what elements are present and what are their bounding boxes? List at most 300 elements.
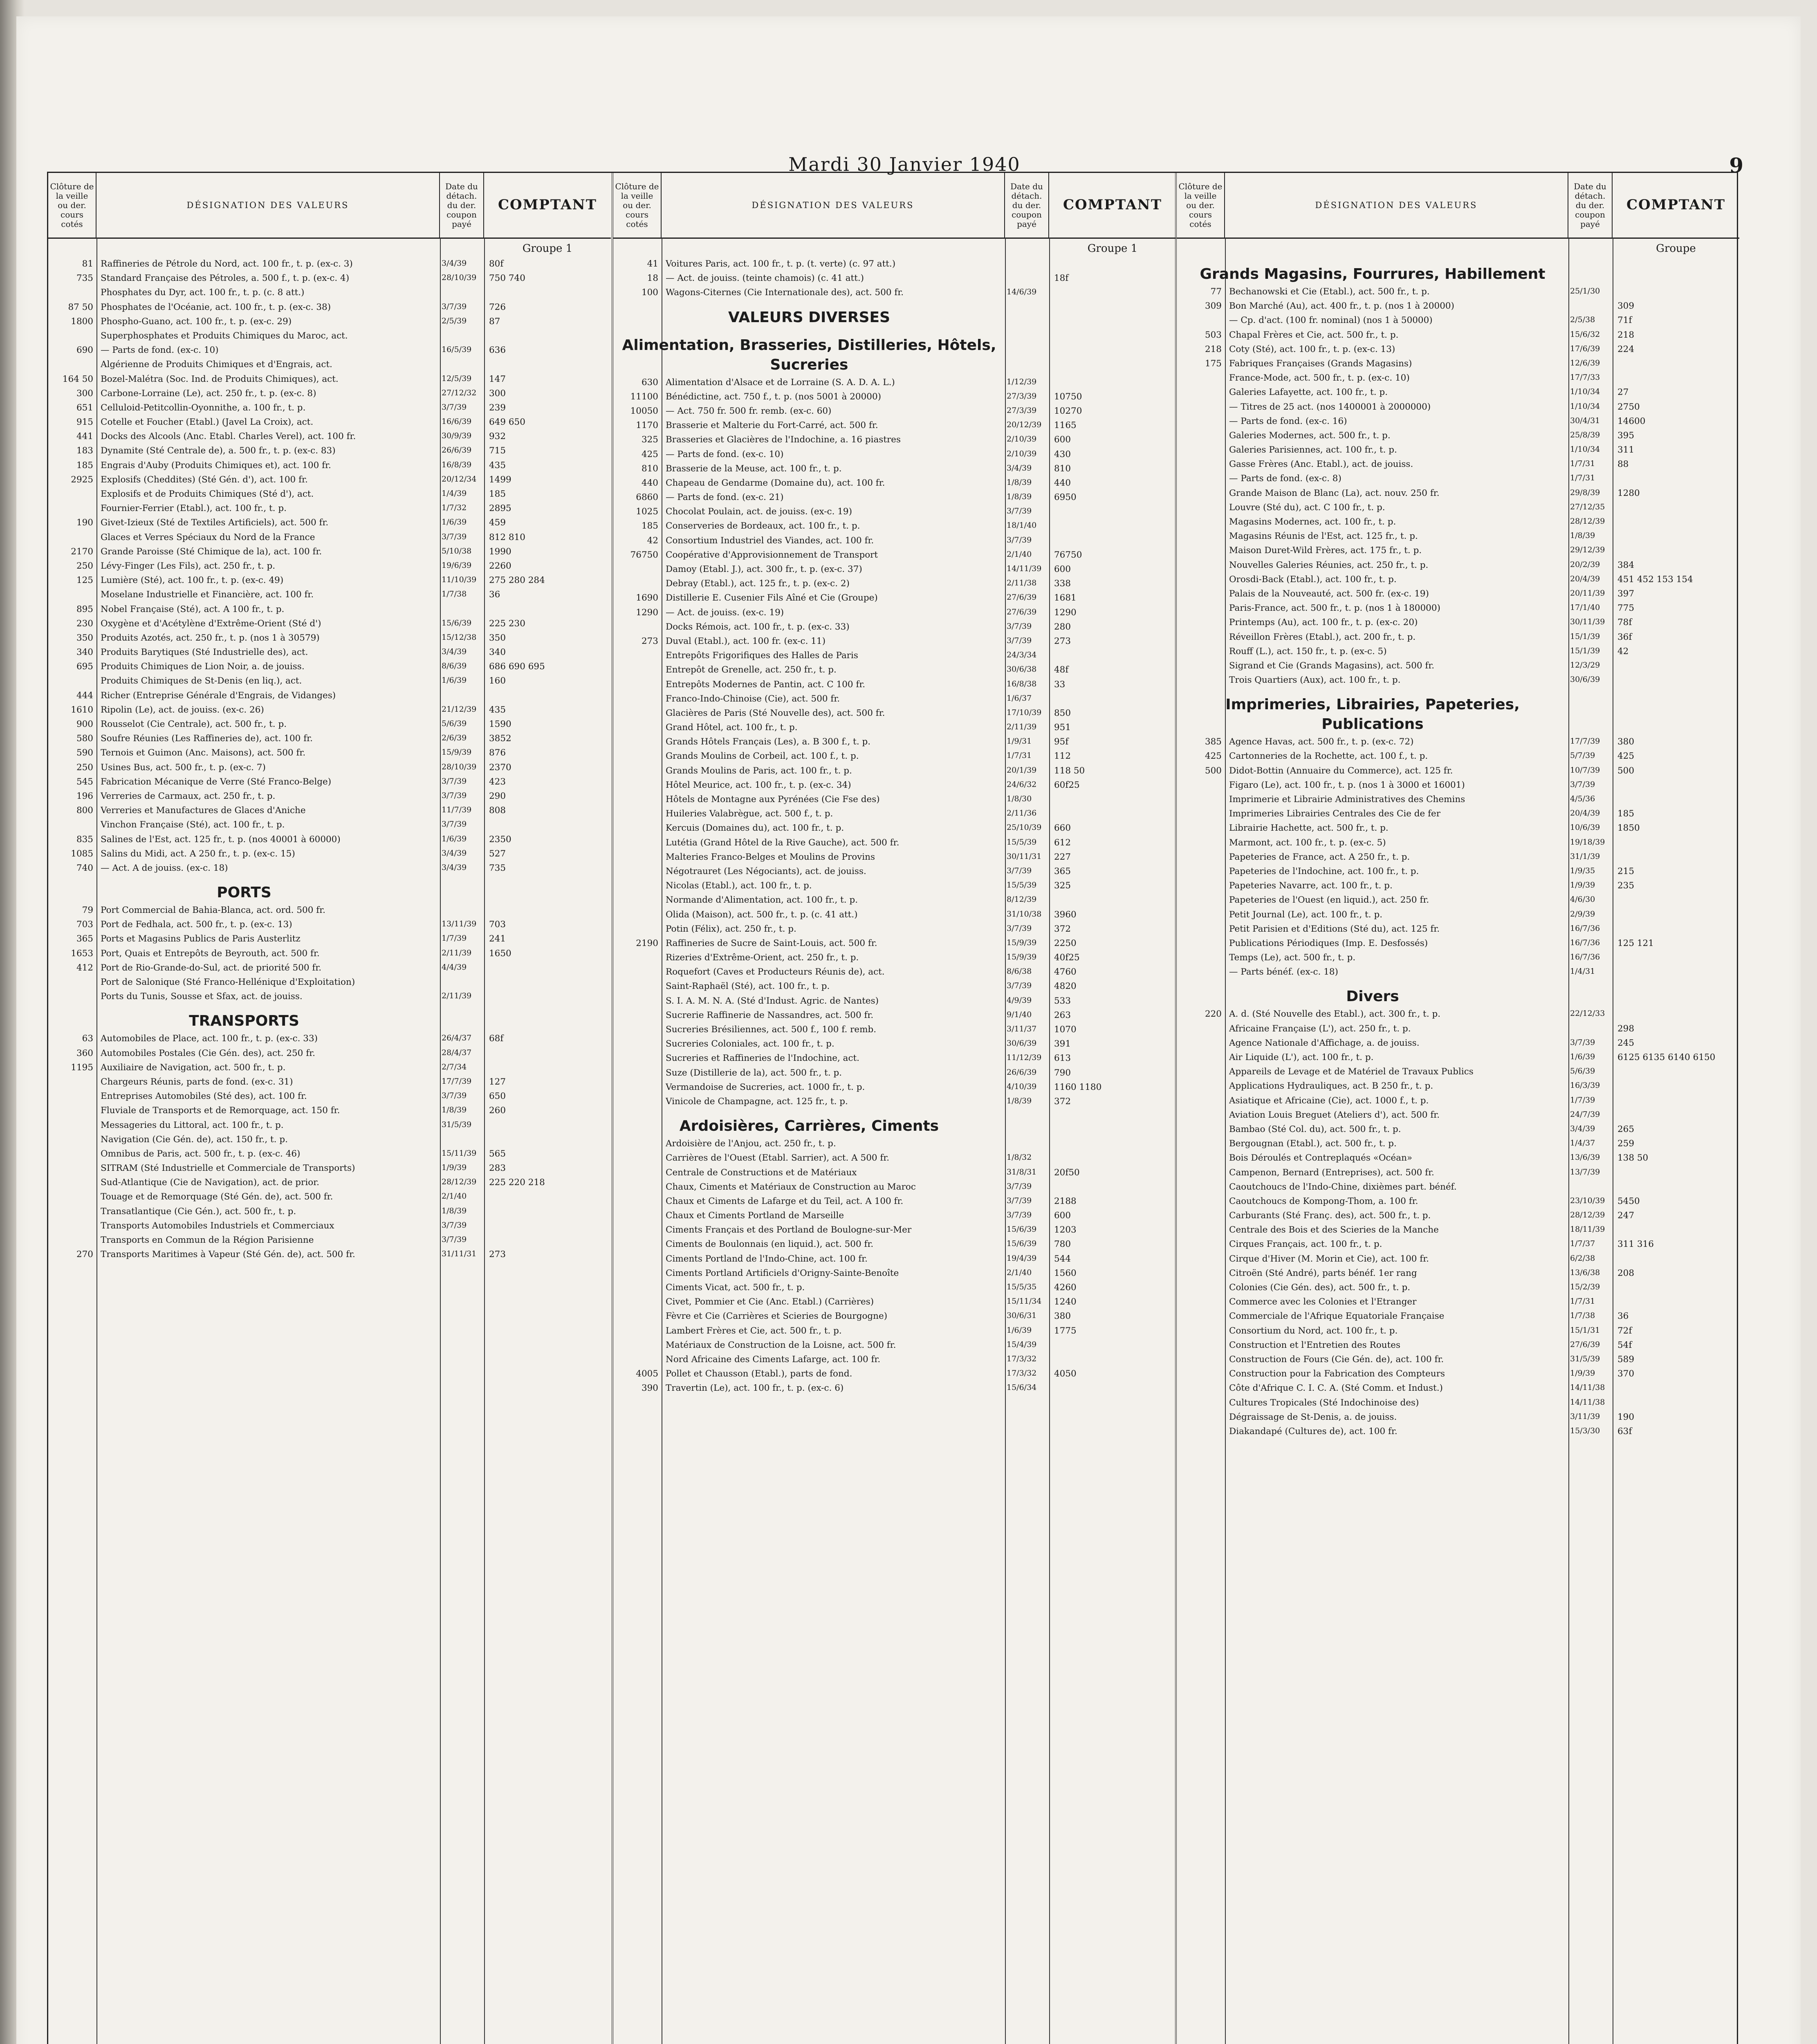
cash-price: 245: [1617, 1038, 1635, 1048]
table-row: [1177, 387, 1739, 401]
coupon-date: 1/4/37: [1570, 1139, 1595, 1148]
cash-price: 1165: [1054, 420, 1077, 431]
coupon-date: 16/7/36: [1570, 953, 1600, 962]
closing-price: 300: [76, 388, 93, 399]
cash-price: 225 230: [489, 618, 525, 629]
cash-price: 810: [1054, 463, 1071, 474]
coupon-date: 27/3/39: [1007, 406, 1037, 415]
closing-price: 1195: [71, 1062, 93, 1073]
security-name: Colonies (Cie Gén. des), act. 500 fr., t. p.: [1229, 1282, 1411, 1293]
closing-price: 164 50: [62, 374, 93, 384]
cash-price: 309: [1617, 301, 1635, 312]
security-name: Distillerie E. Cusenier Fils Aîné et Cie (Groupe): [666, 593, 878, 603]
security-name: Caoutchoucs de Kompong-Thom, a. 100 fr.: [1229, 1196, 1418, 1206]
coupon-date: 17/7/39: [442, 1076, 472, 1086]
table-row: [1177, 1210, 1739, 1225]
table-row: [48, 1149, 611, 1163]
table-row: [613, 259, 1176, 273]
table-row: [1177, 895, 1739, 909]
security-name: Automobiles de Place, act. 100 fr., t. p. (ex-c. 33): [101, 1033, 318, 1044]
security-name: Verreries de Carmaux, act. 250 fr., t. p.: [101, 791, 276, 801]
cash-price: 88: [1617, 459, 1629, 470]
coupon-date: 17/3/32: [1007, 1354, 1037, 1363]
quotation-table: [47, 172, 1738, 2044]
security-name: Imprimeries Librairies Centrales des Cie de fer: [1229, 809, 1441, 819]
security-name: Saint-Raphaël (Sté), act. 100 fr., t. p.: [666, 981, 830, 992]
coupon-date: 30/6/31: [1007, 1311, 1037, 1320]
table-row: [48, 733, 611, 748]
coupon-date: 28/4/37: [442, 1048, 472, 1057]
cash-price: 239: [489, 402, 506, 413]
coupon-date: 1/8/32: [1007, 1153, 1032, 1162]
table-row: [1177, 315, 1739, 329]
table-row: [1177, 1239, 1739, 1253]
table-row: [613, 1096, 1176, 1111]
table-row: [48, 1221, 611, 1235]
coupon-date: 30/6/39: [1570, 675, 1600, 684]
table-row: [613, 1239, 1176, 1253]
cash-price: 1990: [489, 546, 511, 557]
closing-price: 273: [641, 636, 658, 646]
coupon-date: 20/12/34: [442, 474, 477, 484]
coupon-date: 1/7/38: [442, 589, 467, 599]
coupon-date: 26/6/39: [442, 446, 472, 455]
security-name: Galeries Modernes, act. 500 fr., t. p.: [1229, 430, 1391, 441]
security-name: Conserveries de Bordeaux, act. 100 fr., t. p.: [666, 521, 860, 531]
security-name: Glacières de Paris (Sté Nouvelle des), act. 500 fr.: [666, 708, 885, 718]
security-name: Chapeau de Gendarme (Domaine du), act. 100 fr.: [666, 477, 885, 488]
cash-price: 54f: [1617, 1340, 1632, 1350]
coupon-date: 1/6/39: [1570, 1052, 1595, 1061]
cash-price: 112: [1054, 751, 1071, 762]
cash-price: 1681: [1054, 593, 1077, 603]
cash-price: 391: [1054, 1039, 1071, 1049]
section-heading-transports: TRANSPORTS: [189, 1013, 299, 1030]
cash-price: 397: [1617, 588, 1635, 599]
closing-price: 895: [76, 604, 93, 614]
closing-price: 385: [1205, 737, 1222, 747]
coupon-date: 15/5/39: [1007, 881, 1037, 890]
table-row: [613, 435, 1176, 449]
closing-price: 1690: [636, 593, 658, 603]
coupon-date: 1/9/31: [1007, 737, 1032, 746]
coupon-date: 17/1/40: [1570, 603, 1600, 612]
security-name: Fournier-Ferrier (Etabl.), act. 100 fr., t. p.: [101, 503, 287, 514]
coupon-date: 17/7/39: [1570, 737, 1600, 746]
closing-price: 218: [1205, 344, 1222, 354]
cash-price: 325: [1054, 881, 1071, 891]
closing-price: 1085: [71, 848, 93, 859]
coupon-date: 20/1/39: [1007, 765, 1037, 775]
table-row: [1177, 531, 1739, 545]
cash-price: 63f: [1617, 1426, 1632, 1437]
cash-price: 218: [1617, 329, 1635, 340]
cash-price: 1590: [489, 719, 511, 729]
coupon-date: 1/12/39: [1007, 377, 1037, 386]
table-row: [613, 1082, 1176, 1096]
coupon-date: 15/1/39: [1570, 632, 1600, 641]
coupon-date: 30/11/31: [1007, 852, 1042, 861]
coupon-date: 4/10/39: [1007, 1082, 1037, 1091]
closing-price: 325: [641, 435, 658, 445]
security-name: Port de Rio-Grande-do-Sul, act. de priorité 500 fr.: [101, 962, 322, 973]
cash-price: 612: [1054, 837, 1071, 848]
security-name: — Parts de fond. (ex-c. 21): [666, 492, 784, 503]
table-row: [613, 406, 1176, 420]
coupon-date: 3/4/39: [1570, 1124, 1595, 1133]
security-name: Vinicole de Champagne, act. 125 fr., t. p.: [666, 1096, 848, 1107]
cash-price: 4050: [1054, 1369, 1077, 1379]
coupon-date: 4/6/30: [1570, 895, 1595, 904]
coupon-date: 2/7/34: [442, 1062, 467, 1071]
security-name: Imprimerie et Librairie Administratives des Chemins: [1229, 794, 1465, 805]
coupon-date: 25/1/30: [1570, 287, 1600, 296]
coupon-date: 15/9/39: [442, 748, 472, 757]
closing-price: 42: [647, 535, 658, 546]
column-1: [48, 173, 611, 2044]
table-row: [48, 805, 611, 820]
security-name: Celluloid-Petitcollin-Oyonnithe, a. 100 fr., t. p.: [101, 402, 306, 413]
cash-price: 42: [1617, 646, 1629, 657]
table-row: [1177, 780, 1739, 794]
security-name: Citroën (Sté André), parts bénéf. 1er rang: [1229, 1268, 1417, 1278]
coupon-date: 29/8/39: [1570, 488, 1600, 497]
coupon-date: 31/1/39: [1570, 852, 1600, 861]
table-row: [613, 679, 1176, 694]
table-row: [1177, 373, 1739, 387]
coupon-date: 25/8/39: [1570, 430, 1600, 439]
table-row: [48, 604, 611, 619]
security-name: Docks des Alcools (Anc. Etabl. Charles Verel), act. 100 fr.: [101, 431, 356, 442]
table-row: [613, 1182, 1176, 1196]
closing-price: 350: [76, 632, 93, 643]
security-name: Agence Nationale d'Affichage, a. de jouiss.: [1229, 1038, 1420, 1048]
table-row: [613, 1268, 1176, 1282]
coupon-date: 14/6/39: [1007, 287, 1037, 297]
table-row: [48, 647, 611, 661]
table-row: [613, 665, 1176, 679]
table-row: [1177, 675, 1739, 689]
security-name: Grand Hôtel, act. 100 fr., t. p.: [666, 722, 798, 733]
security-name: Ripolin (Le), act. de jouiss. (ex-c. 26): [101, 704, 264, 715]
coupon-date: 3/7/39: [442, 1091, 467, 1100]
table-row: [48, 948, 611, 963]
security-name: Sucreries Coloniales, act. 100 fr., t. p.: [666, 1039, 834, 1049]
table-row: [48, 762, 611, 777]
cash-price: 10750: [1054, 391, 1082, 402]
cash-price: 1499: [489, 474, 511, 485]
security-name: Olida (Maison), act. 500 fr., t. p. (c. 41 att.): [666, 909, 858, 920]
cash-price: 185: [1617, 809, 1635, 819]
security-name: Raffineries de Sucre de Saint-Louis, act. 500 fr.: [666, 938, 877, 948]
table-row: [48, 1091, 611, 1105]
cash-price: 224: [1617, 344, 1635, 354]
table-row: [48, 791, 611, 805]
table-row: [48, 403, 611, 417]
table-row: [1177, 967, 1739, 981]
security-name: Damoy (Etabl. J.), act. 300 fr., t. p. (ex-c. 37): [666, 564, 862, 574]
cash-price: 2895: [489, 503, 511, 514]
coupon-date: 1/9/35: [1570, 866, 1595, 875]
coupon-date: 1/10/34: [1570, 387, 1600, 397]
security-name: Explosifs et de Produits Chimiques (Sté d'), act.: [101, 489, 314, 499]
security-name: — Titres de 25 act. (nos 1400001 à 2000000): [1229, 401, 1431, 412]
table-row: [48, 589, 611, 604]
header-designation: DÉSIGNATION DES VALEURS: [662, 173, 1005, 238]
coupon-date: 18/11/39: [1570, 1225, 1605, 1234]
closing-price: 695: [76, 661, 93, 672]
table-row: [48, 705, 611, 719]
cash-price: 300: [489, 388, 506, 399]
coupon-date: 5/10/38: [442, 546, 472, 556]
table-row: [613, 420, 1176, 435]
table-row: [613, 564, 1176, 578]
security-name: Port de Salonique (Sté Franco-Hellénique d'Exploitation): [101, 977, 355, 987]
table-row: [613, 636, 1176, 650]
security-name: Appareils de Levage et de Matériel de Travaux Publics: [1229, 1067, 1474, 1077]
table-row: [48, 331, 611, 345]
cash-price: 338: [1054, 578, 1071, 589]
table-row: [1177, 881, 1739, 895]
section-heading-ports: PORTS: [217, 884, 271, 901]
security-name: Salins du Midi, act. A 250 fr., t. p. (ex-c. 15): [101, 848, 295, 859]
security-name: Grands Moulins de Paris, act. 100 fr., t. p.: [666, 765, 852, 776]
coupon-date: 3/4/39: [442, 647, 467, 657]
table-row: [1177, 1311, 1739, 1325]
coupon-date: 19/6/39: [442, 560, 472, 570]
security-name: Alimentation d'Alsace et de Lorraine (S. A. D. A. L.): [666, 377, 895, 388]
cash-price: 36: [489, 589, 500, 600]
table-row: [613, 492, 1176, 507]
cash-price: 1850: [1617, 823, 1640, 834]
table-row: [48, 1206, 611, 1221]
security-name: Bénédictine, act. 750 f., t. p. (nos 5001 à 20000): [666, 391, 882, 402]
security-name: Phospho-Guano, act. 100 fr., t. p. (ex-c. 29): [101, 316, 292, 327]
table-row: [613, 1039, 1176, 1053]
coupon-date: 8/12/39: [1007, 895, 1037, 904]
security-name: Sucrerie Raffinerie de Nassandres, act. 500 fr.: [666, 1010, 874, 1020]
security-name: Kercuis (Domaines du), act. 100 fr., t. p.: [666, 823, 844, 834]
security-name: Ternois et Guimon (Anc. Maisons), act. 500 fr.: [101, 748, 306, 758]
coupon-date: 3/11/39: [1570, 1412, 1600, 1421]
security-name: Fabriques Françaises (Grands Magasins): [1229, 358, 1412, 369]
security-name: Entreprises Automobiles (Sté des), act. 100 fr.: [101, 1091, 307, 1102]
closing-price: 740: [76, 863, 93, 873]
coupon-date: 14/11/38: [1570, 1383, 1605, 1392]
table-row: [48, 1077, 611, 1091]
security-name: Lutétia (Grand Hôtel de la Rive Gauche), act. 500 fr.: [666, 837, 900, 848]
cash-price: 350: [489, 632, 506, 643]
coupon-date: 1/8/39: [442, 1206, 467, 1215]
closing-price: 1025: [636, 507, 658, 517]
cash-price: 3852: [489, 733, 511, 744]
cash-price: 118 50: [1054, 765, 1085, 776]
security-name: Construction pour la Fabrication des Compteurs: [1229, 1369, 1445, 1379]
coupon-date: 17/10/39: [1007, 708, 1042, 717]
cash-price: 6125 6135 6140 6150: [1617, 1052, 1716, 1062]
cash-price: 125 121: [1617, 938, 1654, 948]
coupon-date: 13/7/39: [1570, 1167, 1600, 1177]
table-row: [613, 449, 1176, 464]
cash-price: 263: [1054, 1010, 1071, 1020]
coupon-date: 1/7/31: [1570, 1297, 1595, 1306]
closing-price: 580: [76, 733, 93, 744]
cash-price: 160: [489, 676, 506, 686]
security-name: Sigrand et Cie (Grands Magasins), act. 500 fr.: [1229, 660, 1435, 671]
coupon-date: 11/10/39: [442, 575, 477, 585]
cash-price: 527: [489, 848, 506, 859]
coupon-date: 13/6/38: [1570, 1268, 1600, 1277]
table-row: [613, 708, 1176, 722]
table-row: [1177, 1081, 1739, 1095]
closing-price: 440: [641, 477, 658, 488]
table-row: [48, 460, 611, 475]
security-name: Brasseries et Glacières de l'Indochine, a. 16 piastres: [666, 435, 901, 445]
table-row: [1177, 1398, 1739, 1412]
coupon-date: 8/6/39: [442, 661, 467, 671]
table-row: [1177, 287, 1739, 301]
table-row: [48, 475, 611, 489]
security-name: Phosphates de l'Océanie, act. 100 fr., t. p. (ex-c. 38): [101, 302, 331, 312]
coupon-date: 15/6/34: [1007, 1383, 1037, 1392]
coupon-date: 6/2/38: [1570, 1253, 1595, 1263]
closing-price: 309: [1205, 301, 1222, 312]
coupon-date: 14/11/39: [1007, 564, 1042, 573]
cash-price: 311: [1617, 445, 1635, 455]
header-date-detach: Date du détach. du der. coupon payé: [440, 173, 484, 238]
cash-price: 932: [489, 431, 506, 442]
coupon-date: 2/6/39: [442, 733, 467, 743]
coupon-date: 4/4/39: [442, 962, 467, 972]
table-row: [48, 748, 611, 762]
cash-price: 850: [1054, 708, 1071, 718]
cash-price: 18f: [1054, 273, 1069, 284]
table-row: [613, 823, 1176, 837]
coupon-date: 3/7/39: [442, 1220, 467, 1230]
coupon-date: 27/12/32: [442, 388, 477, 397]
cash-price: 87: [489, 316, 500, 327]
coupon-date: 8/6/38: [1007, 967, 1032, 976]
coupon-date: 20/11/39: [1570, 588, 1605, 598]
cash-price: 2260: [489, 560, 511, 571]
security-name: Ardoisière de l'Anjou, act. 250 fr., t. p.: [666, 1139, 836, 1149]
table-row: [1177, 938, 1739, 953]
coupon-date: 1/9/39: [1570, 881, 1595, 890]
table-row: [48, 1120, 611, 1134]
cash-price: 808: [489, 805, 506, 816]
cash-price: 4760: [1054, 967, 1077, 977]
security-name: Petit Journal (Le), act. 100 fr., t. p.: [1229, 909, 1383, 920]
coupon-date: 31/8/31: [1007, 1167, 1037, 1177]
table-row: [48, 676, 611, 690]
coupon-date: 16/8/39: [442, 460, 472, 469]
security-name: — Cp. d'act. (100 fr. nominal) (nos 1 à 50000): [1229, 315, 1433, 326]
coupon-date: 1/6/39: [1007, 1325, 1032, 1335]
coupon-date: 1/9/39: [442, 1163, 467, 1172]
header-cloture: Clôture de la veille ou der. cours cotés: [613, 173, 662, 238]
table-row: [1177, 1326, 1739, 1340]
security-name: Suze (Distillerie de la), act. 500 fr., t. p.: [666, 1067, 842, 1078]
cash-price: 1160 1180: [1054, 1082, 1102, 1092]
cash-price: 395: [1617, 430, 1635, 441]
cash-price: 600: [1054, 564, 1071, 574]
security-name: — Parts de fond. (ex-c. 10): [101, 345, 219, 356]
cash-price: 600: [1054, 1210, 1071, 1221]
cash-price: 565: [489, 1148, 506, 1159]
coupon-date: 15/4/39: [1007, 1340, 1037, 1349]
table-row: [48, 619, 611, 633]
table-row: [1177, 1297, 1739, 1311]
security-name: Magasins Réunis de l'Est, act. 125 fr., t. p.: [1229, 531, 1418, 542]
table-row: [48, 1105, 611, 1120]
table-row: [1177, 1354, 1739, 1369]
closing-price: 1800: [71, 316, 93, 327]
table-row: [613, 722, 1176, 737]
closing-price: 810: [641, 463, 658, 474]
coupon-date: 1/7/38: [1570, 1311, 1595, 1320]
coupon-date: 16/3/39: [1570, 1081, 1600, 1090]
coupon-date: 30/11/39: [1570, 617, 1605, 627]
table-row: [1177, 910, 1739, 924]
cash-price: 1650: [489, 948, 511, 959]
table-row: [613, 1254, 1176, 1268]
coupon-date: 1/10/34: [1570, 445, 1600, 454]
security-name: Fluviale de Transports et de Remorquage, act. 150 fr.: [101, 1105, 340, 1116]
coupon-date: 1/8/39: [442, 1105, 467, 1115]
header-designation: DÉSIGNATION DES VALEURS: [96, 173, 440, 238]
cash-price: 72f: [1617, 1325, 1632, 1336]
table-row: [1177, 866, 1739, 881]
security-name: Diakandapé (Cultures de), act. 100 fr.: [1229, 1426, 1398, 1437]
closing-price: 800: [76, 805, 93, 816]
security-name: Librairie Hachette, act. 500 fr., t. p.: [1229, 823, 1389, 834]
table-row: [613, 794, 1176, 809]
table-row: [48, 1249, 611, 1264]
security-name: Didot-Bottin (Annuaire du Commerce), act. 125 fr.: [1229, 765, 1453, 776]
security-name: Rizeries d'Extrême-Orient, act. 250 fr., t. p.: [666, 953, 859, 963]
coupon-date: 17/3/32: [1007, 1369, 1037, 1378]
coupon-date: 4/9/39: [1007, 995, 1032, 1005]
security-name: Touage et de Remorquage (Sté Gén. de), act. 500 fr.: [101, 1192, 333, 1202]
coupon-date: 3/4/39: [1007, 463, 1032, 473]
cash-price: 147: [489, 374, 506, 384]
table-row: [48, 374, 611, 388]
security-name: Côte d'Afrique C. I. C. A. (Sté Comm. et Indust.): [1229, 1383, 1443, 1394]
closing-price: 77: [1210, 287, 1222, 297]
coupon-date: 12/3/29: [1570, 660, 1600, 670]
security-name: Produits Chimiques de St-Denis (en liq.), act.: [101, 676, 302, 686]
cash-price: 20f50: [1054, 1167, 1080, 1178]
closing-price: 390: [641, 1383, 658, 1394]
section-heading-imprimeries: Imprimeries, Librairies, Papeteries, Publications: [1225, 696, 1520, 733]
coupon-date: 26/6/39: [1007, 1067, 1037, 1077]
coupon-date: 1/4/31: [1570, 967, 1595, 976]
table-row: [613, 1297, 1176, 1311]
cash-price: 735: [489, 863, 506, 873]
security-name: Vinchon Française (Sté), act. 100 fr., t. p.: [101, 820, 285, 830]
table-row: [1177, 632, 1739, 646]
cash-price: 1280: [1617, 488, 1640, 498]
security-name: Coty (Sté), act. 100 fr., t. p. (ex-c. 13): [1229, 344, 1395, 354]
security-name: Explosifs (Cheddites) (Sté Gén. d'), act. 100 fr.: [101, 474, 308, 485]
coupon-date: 3/7/39: [442, 820, 467, 829]
table-row: [1177, 459, 1739, 473]
table-row: [48, 1048, 611, 1062]
security-name: Coopérative d'Approvisionnement de Transport: [666, 549, 878, 560]
security-name: Bechanowski et Cie (Etabl.), act. 500 fr., t. p.: [1229, 287, 1430, 297]
coupon-date: 1/8/39: [1007, 492, 1032, 502]
coupon-date: 3/4/39: [442, 259, 467, 268]
